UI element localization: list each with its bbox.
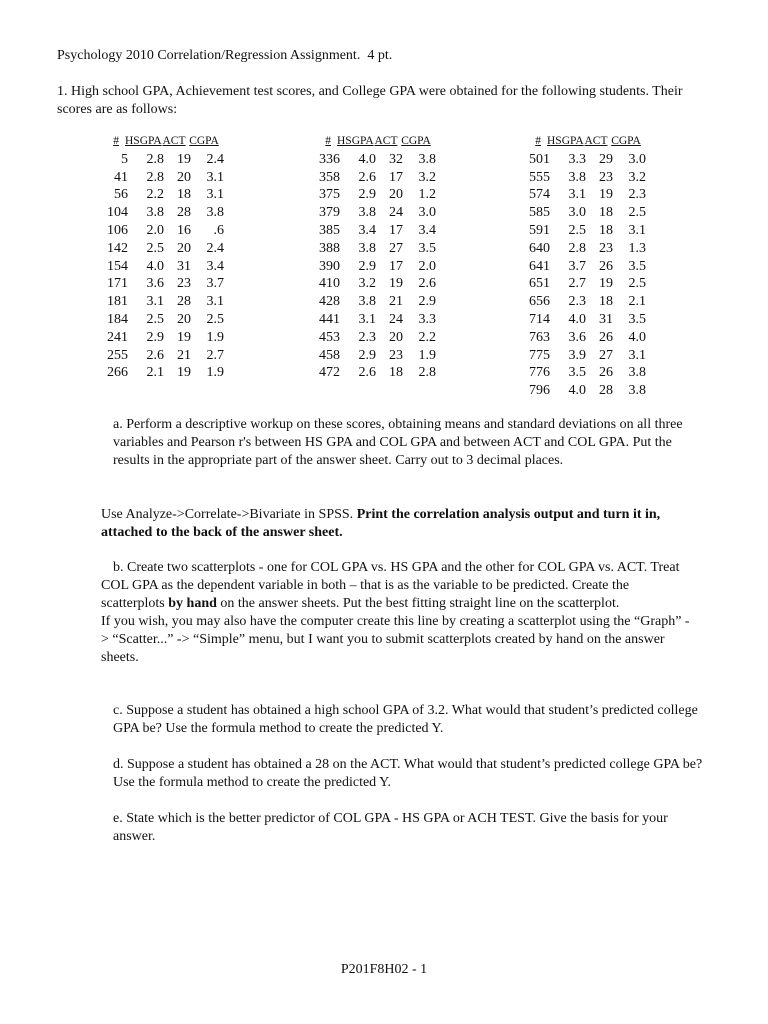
hsgpa-value: 3.1: [358, 311, 376, 327]
part-b-bold: by hand: [168, 596, 217, 611]
cgpa-value: 3.3: [418, 311, 436, 327]
hsgpa-value: 2.2: [146, 187, 164, 203]
part-e-text: e. State which is the better predictor of COL GPA - HS GPA or ACH TEST. Give the basis for your answer.: [113, 811, 668, 844]
hsgpa-value: 3.9: [568, 347, 586, 363]
cgpa-value: 2.5: [628, 276, 646, 292]
hsgpa-value: 3.2: [358, 276, 376, 292]
cgpa-value: 1.9: [418, 347, 436, 363]
act-value: 19: [177, 329, 191, 345]
cgpa-value: 3.5: [628, 311, 646, 327]
table-row: [520, 222, 646, 240]
act-value: 31: [177, 258, 191, 274]
table-header: [520, 133, 646, 151]
act-value: 19: [177, 365, 191, 381]
header-act: ACT: [374, 135, 398, 147]
act-value: 24: [389, 311, 403, 327]
cgpa-value: 4.0: [628, 329, 646, 345]
spss-bold-text: Print the correlation analysis output and turn it in, attached to the back of the answer sheet.: [101, 507, 661, 540]
student-id: 154: [107, 258, 128, 274]
hsgpa-value: 3.6: [568, 329, 586, 345]
act-value: 18: [599, 222, 613, 238]
cgpa-value: 3.1: [628, 222, 646, 238]
act-value: 19: [389, 276, 403, 292]
act-value: 23: [599, 240, 613, 256]
act-value: 26: [599, 365, 613, 381]
act-value: 17: [389, 258, 403, 274]
hsgpa-value: 4.0: [568, 311, 586, 327]
act-value: 24: [389, 205, 403, 221]
cgpa-value: 3.1: [206, 187, 224, 203]
hsgpa-value: 2.8: [146, 169, 164, 185]
cgpa-value: 2.4: [206, 240, 224, 256]
cgpa-value: 2.2: [418, 329, 436, 345]
table-row: [520, 382, 646, 400]
student-id: 184: [107, 311, 128, 327]
table-row: [98, 151, 224, 169]
header-cgpa: CGPA: [611, 135, 641, 147]
hsgpa-value: 4.0: [358, 151, 376, 167]
header-cgpa: CGPA: [189, 135, 219, 147]
student-id: 591: [529, 222, 550, 238]
table-row: [98, 311, 224, 329]
table-row: [520, 275, 646, 293]
table-row: [310, 293, 436, 311]
act-value: 19: [599, 276, 613, 292]
cgpa-value: 2.7: [206, 347, 224, 363]
hsgpa-value: 2.7: [568, 276, 586, 292]
table-row: [310, 275, 436, 293]
page-footer: P201F8H02 - 1: [340, 962, 428, 977]
hsgpa-value: 3.8: [358, 205, 376, 221]
cgpa-value: 3.0: [628, 151, 646, 167]
student-id: 428: [319, 294, 340, 310]
cgpa-value: 3.8: [628, 383, 646, 399]
cgpa-value: 3.5: [418, 240, 436, 256]
header-id: #: [535, 135, 541, 147]
student-id: 171: [107, 276, 128, 292]
act-value: 20: [177, 240, 191, 256]
student-id: 501: [529, 151, 550, 167]
act-value: 28: [599, 383, 613, 399]
hsgpa-value: 3.1: [146, 294, 164, 310]
cgpa-value: 2.9: [418, 294, 436, 310]
cgpa-value: 2.6: [418, 276, 436, 292]
hsgpa-value: 2.9: [358, 347, 376, 363]
cgpa-value: 2.5: [206, 311, 224, 327]
table-row: [98, 275, 224, 293]
hsgpa-value: 3.6: [146, 276, 164, 292]
header-hsgpa: HSGPA: [337, 135, 374, 147]
cgpa-value: 3.1: [206, 294, 224, 310]
act-value: 17: [389, 169, 403, 185]
cgpa-value: 1.9: [206, 329, 224, 345]
cgpa-value: 2.8: [418, 365, 436, 381]
table-row: [310, 329, 436, 347]
act-value: 20: [177, 311, 191, 327]
table-row: [520, 293, 646, 311]
student-id: 656: [529, 294, 550, 310]
spss-text: Use Analyze->Correlate->Bivariate in SPSS.: [101, 507, 357, 522]
table-row: [520, 169, 646, 187]
cgpa-value: 2.0: [418, 258, 436, 274]
header-act: ACT: [584, 135, 608, 147]
cgpa-value: 2.4: [206, 151, 224, 167]
hsgpa-value: 3.8: [358, 294, 376, 310]
hsgpa-value: 4.0: [146, 258, 164, 274]
student-id: 358: [319, 169, 340, 185]
hsgpa-value: 2.8: [146, 151, 164, 167]
cgpa-value: 2.3: [628, 187, 646, 203]
cgpa-value: 3.8: [418, 151, 436, 167]
part-b-text-3: If you wish, you may also have the computer create this line by creating a scatterplot using the “Graph” -> “Scatter...” -> “Simple” menu, but I want you to submit scatterplots created by hand on the answer sheets.: [101, 614, 690, 665]
hsgpa-value: 3.5: [568, 365, 586, 381]
table-row: [310, 364, 436, 382]
student-id: 585: [529, 205, 550, 221]
table-header: [98, 133, 224, 151]
student-id: 775: [529, 347, 550, 363]
table-row: [98, 186, 224, 204]
student-id: 453: [319, 329, 340, 345]
table-row: [98, 293, 224, 311]
table-row: [310, 169, 436, 187]
cgpa-value: 3.2: [418, 169, 436, 185]
table-row: [310, 311, 436, 329]
student-id: 104: [107, 205, 128, 221]
act-value: 20: [389, 329, 403, 345]
hsgpa-value: 3.0: [568, 205, 586, 221]
table-header: [310, 133, 436, 151]
table-row: [520, 311, 646, 329]
hsgpa-value: 3.8: [358, 240, 376, 256]
cgpa-value: 3.4: [206, 258, 224, 274]
student-id: 458: [319, 347, 340, 363]
act-value: 21: [177, 347, 191, 363]
table-row: [98, 329, 224, 347]
spss-instructions: [101, 506, 691, 542]
part-b-text-2: on the answer sheets. Put the best fitting straight line on the scatterplot.: [216, 596, 620, 611]
hsgpa-value: 2.6: [358, 365, 376, 381]
student-id: 763: [529, 329, 550, 345]
student-id: 181: [107, 294, 128, 310]
table-row: [520, 258, 646, 276]
table-row: [310, 347, 436, 365]
hsgpa-value: 3.4: [358, 222, 376, 238]
hsgpa-value: 4.0: [568, 383, 586, 399]
hsgpa-value: 3.1: [568, 187, 586, 203]
student-id: 796: [529, 383, 550, 399]
student-id: 266: [107, 365, 128, 381]
cgpa-value: 3.5: [628, 258, 646, 274]
hsgpa-value: 2.8: [568, 240, 586, 256]
cgpa-value: 3.0: [418, 205, 436, 221]
student-id: 5: [121, 151, 128, 167]
table-row: [98, 169, 224, 187]
table-row: [520, 364, 646, 382]
student-id: 336: [319, 151, 340, 167]
act-value: 23: [389, 347, 403, 363]
table-row: [98, 222, 224, 240]
table-row: [98, 258, 224, 276]
hsgpa-value: 2.0: [146, 222, 164, 238]
act-value: 23: [599, 169, 613, 185]
student-id: 379: [319, 205, 340, 221]
act-value: 18: [389, 365, 403, 381]
table-row: [520, 204, 646, 222]
part-a-text: a. Perform a descriptive workup on these scores, obtaining means and standard deviations on all three variables and Pearson r's between HS GPA and COL GPA and between ACT and COL GPA. Put the results in the appropriate part of the answer sheet. Carry out to 3 decimal places.: [113, 417, 683, 468]
act-value: 18: [177, 187, 191, 203]
student-id: 142: [107, 240, 128, 256]
table-row: [310, 151, 436, 169]
act-value: 20: [389, 187, 403, 203]
hsgpa-value: 2.3: [358, 329, 376, 345]
header-hsgpa: HSGPA: [125, 135, 162, 147]
table-row: [98, 364, 224, 382]
act-value: 27: [389, 240, 403, 256]
table-row: [98, 347, 224, 365]
student-id: 574: [529, 187, 550, 203]
cgpa-value: 1.9: [206, 365, 224, 381]
table-row: [520, 329, 646, 347]
student-id: 651: [529, 276, 550, 292]
question-1-intro: 1. High school GPA, Achievement test scores, and College GPA were obtained for the following students. Their scores are as follows:: [57, 84, 683, 117]
part-b-text-1: b. Create two scatterplots - one for COL GPA vs. HS GPA and the other for COL GPA vs. ACT. Treat COL GPA as the dependent variable in both – that is as the variable to be predicted. Create the scatterplots: [101, 560, 680, 611]
student-id: 641: [529, 258, 550, 274]
student-id: 241: [107, 329, 128, 345]
cgpa-value: 3.8: [206, 205, 224, 221]
act-value: 28: [177, 294, 191, 310]
cgpa-value: 2.5: [628, 205, 646, 221]
part-d-text: d. Suppose a student has obtained a 28 on the ACT. What would that student’s predicted college GPA be? Use the formula method to create the predicted Y.: [113, 757, 703, 790]
cgpa-value: 3.8: [628, 365, 646, 381]
part-b-text: [101, 559, 691, 667]
page-title: Psychology 2010 Correlation/Regression Assignment. 4 pt.: [57, 48, 393, 63]
act-value: 18: [599, 205, 613, 221]
student-id: 390: [319, 258, 340, 274]
hsgpa-value: 2.5: [146, 311, 164, 327]
student-id: 41: [114, 169, 128, 185]
table-row: [520, 347, 646, 365]
hsgpa-value: 3.8: [568, 169, 586, 185]
act-value: 26: [599, 258, 613, 274]
table-row: [98, 240, 224, 258]
student-id: 441: [319, 311, 340, 327]
table-row: [520, 186, 646, 204]
act-value: 26: [599, 329, 613, 345]
hsgpa-value: 2.5: [146, 240, 164, 256]
student-id: 388: [319, 240, 340, 256]
student-id: 385: [319, 222, 340, 238]
table-row: [520, 151, 646, 169]
student-id: 106: [107, 222, 128, 238]
act-value: 32: [389, 151, 403, 167]
header-cgpa: CGPA: [401, 135, 431, 147]
student-id: 776: [529, 365, 550, 381]
cgpa-value: 3.1: [628, 347, 646, 363]
act-value: 23: [177, 276, 191, 292]
scores-table-2: [310, 133, 436, 382]
hsgpa-value: 2.5: [568, 222, 586, 238]
student-id: 255: [107, 347, 128, 363]
cgpa-value: 1.3: [628, 240, 646, 256]
part-c-text: c. Suppose a student has obtained a high school GPA of 3.2. What would that student’s predicted college GPA be? Use the formula method to create the predicted Y.: [113, 703, 698, 736]
hsgpa-value: 2.6: [358, 169, 376, 185]
scores-table-1: [98, 133, 224, 382]
cgpa-value: 2.1: [628, 294, 646, 310]
act-value: 20: [177, 169, 191, 185]
student-id: 555: [529, 169, 550, 185]
table-row: [310, 186, 436, 204]
hsgpa-value: 2.9: [358, 187, 376, 203]
student-id: 714: [529, 311, 550, 327]
table-row: [310, 222, 436, 240]
act-value: 19: [177, 151, 191, 167]
act-value: 31: [599, 311, 613, 327]
student-id: 640: [529, 240, 550, 256]
student-id: 410: [319, 276, 340, 292]
act-value: 17: [389, 222, 403, 238]
header-hsgpa: HSGPA: [547, 135, 584, 147]
student-id: 56: [114, 187, 128, 203]
cgpa-value: .6: [213, 222, 224, 238]
act-value: 21: [389, 294, 403, 310]
hsgpa-value: 2.1: [146, 365, 164, 381]
act-value: 19: [599, 187, 613, 203]
table-row: [310, 258, 436, 276]
cgpa-value: 3.7: [206, 276, 224, 292]
student-id: 375: [319, 187, 340, 203]
table-row: [310, 240, 436, 258]
act-value: 29: [599, 151, 613, 167]
act-value: 28: [177, 205, 191, 221]
cgpa-value: 1.2: [418, 187, 436, 203]
cgpa-value: 3.4: [418, 222, 436, 238]
act-value: 27: [599, 347, 613, 363]
cgpa-value: 3.1: [206, 169, 224, 185]
hsgpa-value: 3.3: [568, 151, 586, 167]
header-id: #: [325, 135, 331, 147]
cgpa-value: 3.2: [628, 169, 646, 185]
header-act: ACT: [162, 135, 186, 147]
scores-table-3: [520, 133, 646, 400]
table-row: [520, 240, 646, 258]
act-value: 16: [177, 222, 191, 238]
hsgpa-value: 2.9: [358, 258, 376, 274]
act-value: 18: [599, 294, 613, 310]
hsgpa-value: 2.3: [568, 294, 586, 310]
table-row: [98, 204, 224, 222]
header-id: #: [113, 135, 119, 147]
hsgpa-value: 2.6: [146, 347, 164, 363]
hsgpa-value: 3.7: [568, 258, 586, 274]
table-row: [310, 204, 436, 222]
hsgpa-value: 2.9: [146, 329, 164, 345]
student-id: 472: [319, 365, 340, 381]
hsgpa-value: 3.8: [146, 205, 164, 221]
